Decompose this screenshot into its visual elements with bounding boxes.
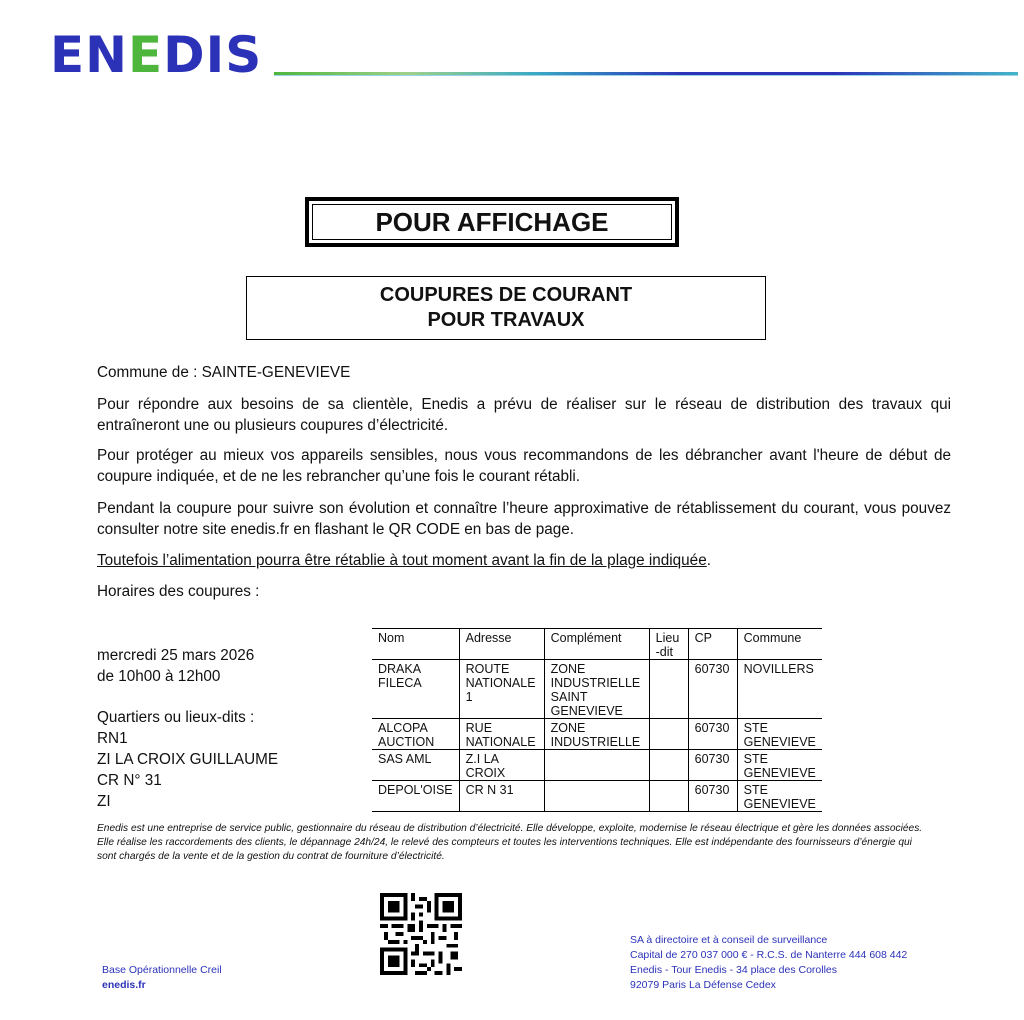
schedule [97,645,254,687]
schedule-time: de 10h00 à 12h00 [97,668,221,685]
table-row [372,719,822,750]
table-header-row [372,629,822,660]
commune-line: Commune de : SAINTE-GENEVIEVE [97,364,351,381]
quartier-item: ZI LA CROIX GUILLAUME [97,751,279,768]
schedule-date: mercredi 25 mars 2026 [97,647,255,664]
table-cell: ROUTE NATIONALE 1 [459,660,544,719]
table-header-cell: CP [688,629,737,660]
footer-right-line: SA à directoire et à conseil de surveillance [630,934,828,946]
table-cell [649,750,688,781]
table-cell [649,781,688,812]
notice [97,550,951,571]
outage-table [372,628,822,812]
table-cell: ALCOPA AUCTION [372,719,459,750]
footer-left-line-1: Base Opérationnelle Creil [102,964,222,976]
footer-right-line: 92079 Paris La Défense Cedex [630,979,776,991]
table-cell: ZONE INDUSTRIELLE [544,719,649,750]
notice-text: Toutefois l’alimentation pourra être rétablie à tout moment avant la fin de la plage indiquée [97,552,707,569]
footer-website-link[interactable]: enedis.fr [102,979,146,991]
quartier-item: RN1 [97,730,128,747]
table-cell: 60730 [688,719,737,750]
table-row [372,750,822,781]
footer-right-line: Capital de 270 037 000 € - R.C.S. de Nanterre 444 608 442 [630,949,908,961]
quartiers [97,707,278,812]
table-cell: NOVILLERS [737,660,822,719]
table-cell: STE GENEVIEVE [737,781,822,812]
qr-code [380,893,462,975]
paragraph-1: Pour répondre aux besoins de sa clientèle, Enedis a prévu de réaliser sur le réseau de distribution des travaux qui entraîneront une ou plusieurs coupures d’électricité. [97,396,951,434]
footer-right-line: Enedis - Tour Enedis - 34 place des Corolles [630,964,838,976]
footer-left [102,963,222,993]
header-rule-shadow [274,75,1018,76]
paragraph-2: Pour protéger au mieux vos appareils sensibles, nous vous recommandons de les débrancher avant l'heure de début de coupure indiquée, et de ne les rebrancher qu’une fois le courant rétabli. [97,447,951,485]
quartier-item: ZI [97,793,111,810]
quartier-item: CR N° 31 [97,772,162,789]
enedis-logo [50,26,262,84]
subtitle-line-2: POUR TRAVAUX [427,309,585,331]
display-title: POUR AFFICHAGE [312,204,672,240]
table-row [372,781,822,812]
notice-end: . [706,552,711,569]
table-header-cell: Adresse [459,629,544,660]
table-header-cell: Lieu -dit [649,629,688,660]
table-cell [544,781,649,812]
subtitle-line-1: COUPURES DE COURANT [379,284,633,306]
table-header-cell: Nom [372,629,459,660]
table-row [372,660,822,719]
table-cell: DRAKA FILECA [372,660,459,719]
table-cell: 60730 [688,781,737,812]
paragraph-3: Pendant la coupure pour suivre son évolution et connaître l’heure approximative de rétablissement du courant, vous pouvez consulter notre site enedis.fr en flashant le QR CODE en bas de page. [97,500,951,538]
table-cell: DEPOL'OISE [372,781,459,812]
logo-text-1: EN [50,26,129,84]
table-cell: STE GENEVIEVE [737,719,822,750]
table-cell: STE GENEVIEVE [737,750,822,781]
subtitle-box [246,276,766,340]
table-cell [544,750,649,781]
horaires-label: Horaires des coupures : [97,583,260,600]
table-cell: RUE NATIONALE [459,719,544,750]
table-header-cell: Complément [544,629,649,660]
table-cell: CR N 31 [459,781,544,812]
display-title-box [305,197,679,247]
table-cell: 60730 [688,750,737,781]
legal-notice: Enedis est une entreprise de service public, gestionnaire du réseau de distribution d’électricité. Elle développe, exploite, modernise le réseau électrique et gère les données associées. Elle réalise les raccordements des clients, le dépannage 24h/24, le relevé des compteurs et toutes les interventions techniques. Elle est indépendante des fournisseurs d’énergie qui sont chargés de la vente et de la gestion du contrat de fourniture d’électricité. [97,823,923,862]
logo-text-2: E [128,26,164,84]
table-cell: Z.I LA CROIX [459,750,544,781]
quartiers-label: Quartiers ou lieux-dits : [97,709,255,726]
table-header-cell: Commune [737,629,822,660]
table-cell: ZONE INDUSTRIELLE SAINT GENEVIEVE [544,660,649,719]
footer-right [630,933,907,993]
table-cell: SAS AML [372,750,459,781]
table-cell [649,660,688,719]
table-cell: 60730 [688,660,737,719]
table-cell [649,719,688,750]
logo-text-3: DIS [163,26,263,84]
